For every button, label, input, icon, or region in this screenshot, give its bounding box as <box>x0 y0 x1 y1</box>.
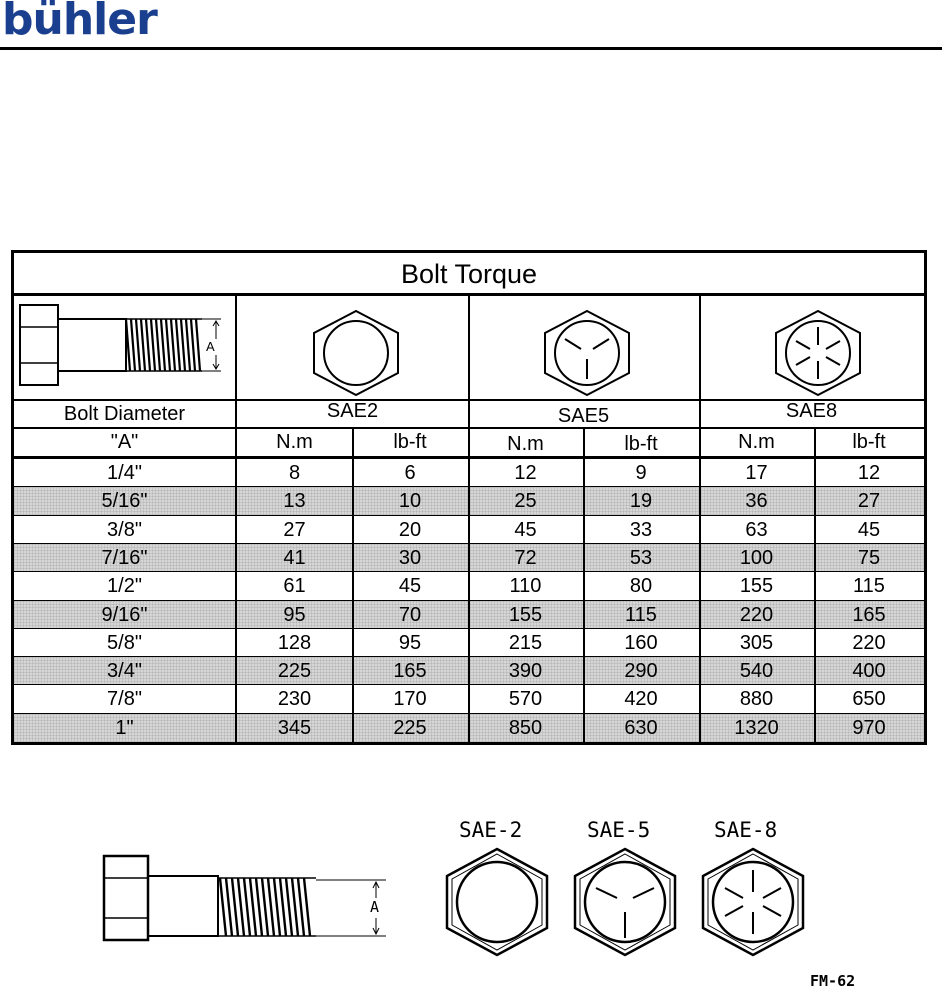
torque-value-cell: 630 <box>624 716 658 739</box>
torque-value-cell: 225 <box>277 660 312 683</box>
bolt-size-cell: 5/16" <box>101 490 148 513</box>
torque-value-cell: 115 <box>625 603 657 626</box>
torque-value-cell: 70 <box>398 603 422 626</box>
torque-value-cell: 45 <box>514 518 537 541</box>
torque-value-cell: 225 <box>393 716 427 739</box>
torque-value-cell: 9 <box>635 462 647 484</box>
torque-value-cell: 970 <box>852 716 886 739</box>
sae2-head-icon <box>310 309 402 397</box>
torque-value-cell: 390 <box>508 660 543 683</box>
torque-value-cell: 12 <box>514 462 537 484</box>
torque-value-cell: 155 <box>739 575 774 598</box>
diagram-dim-label: A <box>206 339 215 354</box>
figure-code: FM-62 <box>810 972 856 990</box>
grade-sae8: SAE8 <box>785 400 838 422</box>
torque-value-cell: 110 <box>509 575 542 598</box>
grade-sae2: SAE2 <box>326 400 379 422</box>
bottom-sae2-head-icon <box>444 846 550 958</box>
torque-value-cell: 220 <box>739 603 774 626</box>
label-sae-8: SAE-8 <box>714 818 778 842</box>
torque-value-cell: 290 <box>624 660 658 683</box>
torque-value-cell: 100 <box>739 546 774 569</box>
torque-value-cell: 20 <box>398 518 422 541</box>
bolt-size-cell: 1/4" <box>107 462 142 484</box>
bolt-size-cell: 1" <box>115 716 134 739</box>
header-rule <box>0 47 942 50</box>
bottom-sae5-head-icon <box>572 846 678 958</box>
torque-value-cell: 45 <box>857 518 881 541</box>
torque-value-cell: 33 <box>629 518 653 541</box>
bottom-bolt-diagram-icon <box>100 850 400 946</box>
torque-value-cell: 8 <box>288 462 301 484</box>
label-sae-5: SAE-5 <box>587 818 651 842</box>
torque-value-cell: 160 <box>624 631 658 654</box>
torque-value-cell: 305 <box>739 631 774 654</box>
sae8-head-icon <box>772 309 864 397</box>
torque-value-cell: 570 <box>508 688 543 711</box>
torque-value-cell: 170 <box>393 688 427 711</box>
table-title: Bolt Torque <box>14 253 924 296</box>
label-sae-2: SAE-2 <box>459 818 523 842</box>
buhler-logo: bühler <box>2 0 157 45</box>
torque-value-cell: 17 <box>745 462 768 484</box>
torque-value-cell: 128 <box>277 631 312 654</box>
torque-value-cell: 36 <box>745 490 768 513</box>
torque-value-cell: 72 <box>514 546 537 569</box>
unit-sae8-lbft: lb-ft <box>852 431 886 453</box>
torque-value-cell: 400 <box>852 660 886 683</box>
bolt-size-cell: 1/2" <box>107 575 142 598</box>
torque-value-cell: 220 <box>852 631 886 654</box>
torque-value-cell: 650 <box>852 688 886 711</box>
torque-value-cell: 420 <box>624 688 658 711</box>
torque-value-cell: 53 <box>629 546 653 569</box>
unit-sae5-nm: N.m <box>507 433 544 455</box>
torque-value-cell: 30 <box>398 546 422 569</box>
torque-value-cell: 63 <box>745 518 768 541</box>
grade-sae5: SAE5 <box>557 405 610 427</box>
bolt-diameter-header: Bolt Diameter <box>63 403 186 425</box>
torque-value-cell: 13 <box>283 490 306 513</box>
torque-value-cell: 345 <box>277 716 312 739</box>
torque-value-cell: 6 <box>404 462 416 484</box>
torque-value-cell: 41 <box>283 546 306 569</box>
torque-value-cell: 45 <box>398 575 422 598</box>
bolt-size-cell: 3/4" <box>107 660 142 683</box>
torque-value-cell: 80 <box>629 575 653 598</box>
unit-sae2-nm: N.m <box>276 431 313 453</box>
torque-value-cell: 165 <box>393 660 427 683</box>
sae5-head-icon <box>541 309 633 397</box>
bolt-size-cell: 7/8" <box>107 688 142 711</box>
torque-value-cell: 95 <box>283 603 306 626</box>
bolt-diagram-icon <box>16 299 234 399</box>
torque-value-cell: 230 <box>277 688 312 711</box>
torque-value-cell: 61 <box>283 575 306 598</box>
torque-value-cell: 215 <box>508 631 543 654</box>
bottom-sae8-head-icon <box>700 846 806 958</box>
bolt-torque-table <box>11 250 927 745</box>
bolt-size-cell: 5/8" <box>107 631 142 654</box>
torque-value-cell: 1320 <box>734 716 779 739</box>
torque-value-cell: 75 <box>857 546 881 569</box>
unit-sae8-nm: N.m <box>738 431 775 453</box>
torque-value-cell: 19 <box>629 490 653 513</box>
torque-value-cell: 27 <box>283 518 306 541</box>
unit-sae2-lbft: lb-ft <box>393 431 427 453</box>
bolt-diameter-sub: "A" <box>110 431 139 453</box>
torque-value-cell: 165 <box>852 603 886 626</box>
bolt-size-cell: 3/8" <box>107 518 142 541</box>
torque-value-cell: 115 <box>853 575 885 598</box>
torque-value-cell: 850 <box>508 716 543 739</box>
torque-value-cell: 12 <box>857 462 881 484</box>
torque-value-cell: 880 <box>739 688 774 711</box>
torque-value-cell: 10 <box>398 490 422 513</box>
unit-sae5-lbft: lb-ft <box>624 433 658 455</box>
bolt-size-cell: 7/16" <box>101 546 148 569</box>
torque-value-cell: 95 <box>398 631 422 654</box>
torque-value-cell: 27 <box>857 490 881 513</box>
bolt-size-cell: 9/16" <box>101 603 148 626</box>
bottom-dim-label: A <box>370 898 380 916</box>
torque-value-cell: 540 <box>739 660 774 683</box>
torque-value-cell: 25 <box>514 490 537 513</box>
torque-value-cell: 155 <box>508 603 543 626</box>
